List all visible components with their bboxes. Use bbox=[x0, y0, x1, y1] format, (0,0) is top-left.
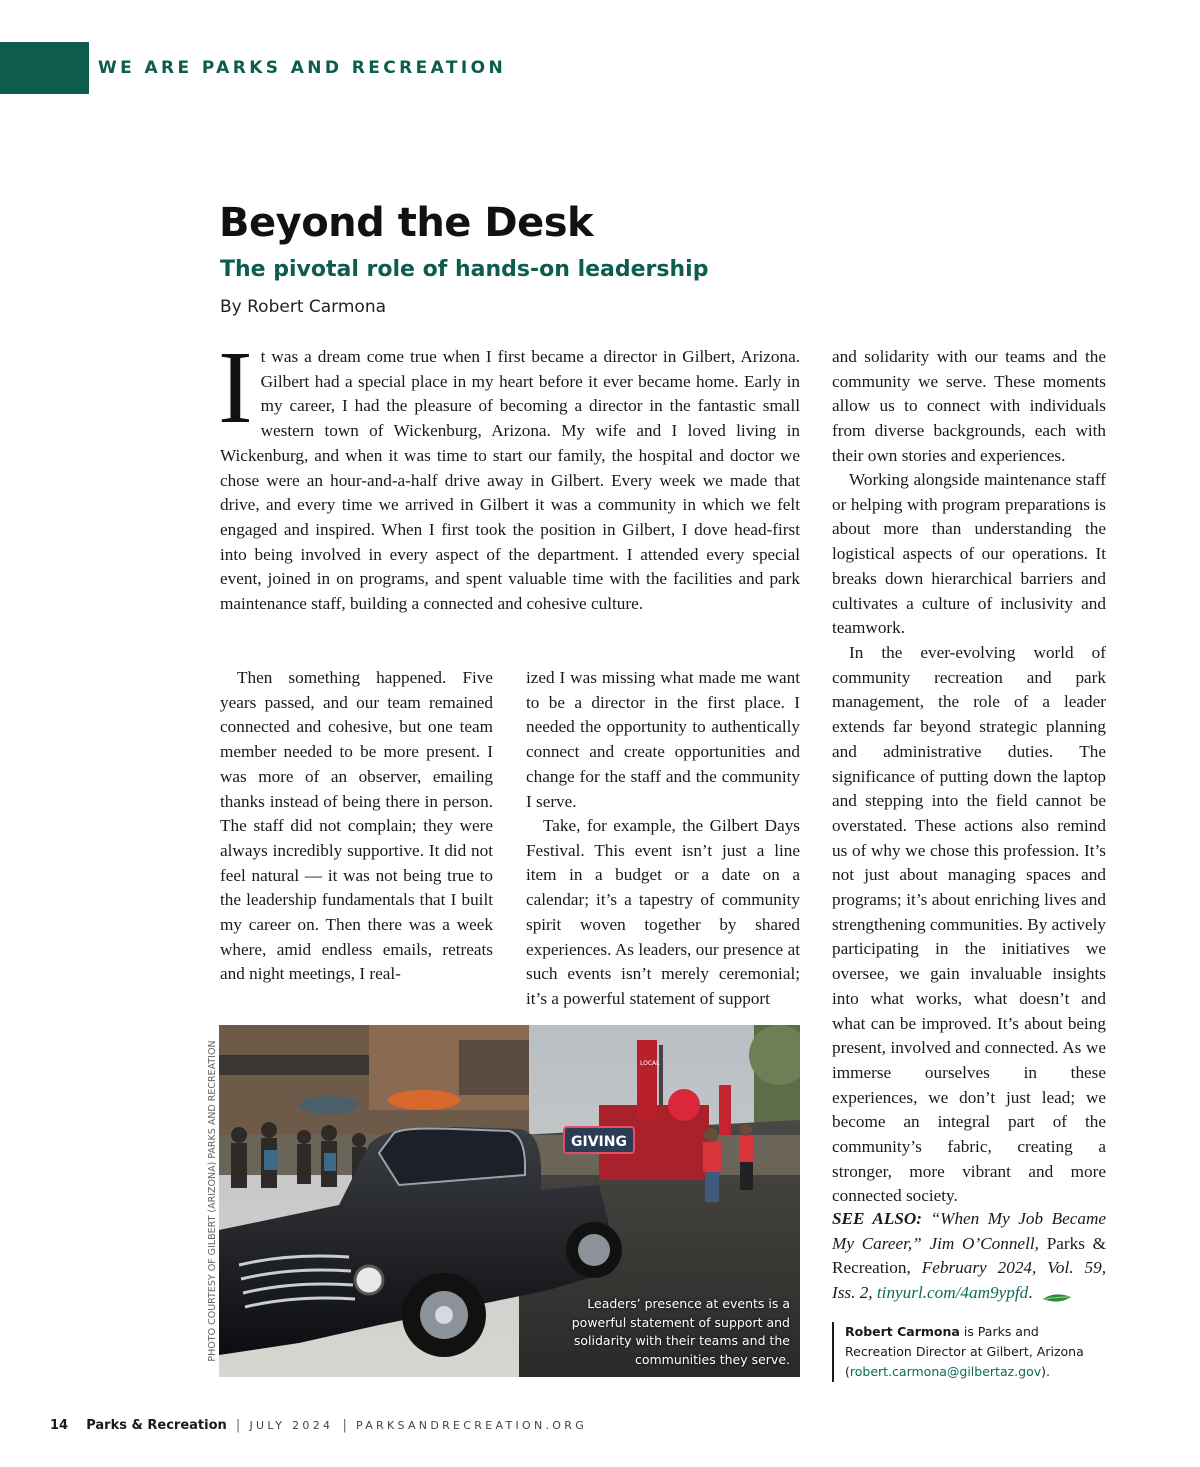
leaf-icon bbox=[1041, 1288, 1073, 1300]
intro-text: t was a dream come true when I first became a director in Gilbert, Arizona. Gilbert had a special place in my heart before it ever became home. Early in my career, I had the pleasure of becoming a director in the fantastic small western town of Wickenburg, Arizona. My wife and I loved living in Wickenburg, and when it was time to start our family, the hospital and doctor we chose were an hour-and-a-half drive away in Gilbert. Every week we made that drive, and every time we arrived in Gilbert it was a community in which we felt engaged and inspired. When I first took the position in Gilbert, I dove head-first into being involved in every aspect of the department. I attended every special event, joined in on programs, and spent valuable time with the facilities and park maintenance staff, building a connected and cohesive culture. bbox=[220, 347, 800, 614]
article-subtitle: The pivotal role of hands-on leadership bbox=[220, 257, 709, 282]
float-sign-text: GIVING bbox=[571, 1134, 627, 1150]
byline: By Robert Carmona bbox=[220, 297, 387, 317]
article-paragraph: Working alongside maintenance staff or helping with program preparations is about more than understanding the logistical aspects of our operations. It breaks down hierarchical barriers and cultivates a culture of inclusivity and teamwork. bbox=[832, 470, 1106, 638]
page-footer bbox=[50, 1418, 587, 1433]
article-paragraph: Then something happened. Five years passed, and our team remained connected and cohesive, but one team member needed to be more present. I was more of an observer, emailing thanks instead of being there in person. The staff did not complain; they were always incredibly supportive. It did not feel natural — it was not being true to the leadership fundamentals that I built my career on. Then there was a week where, amid endless emails, retreats and night meetings, I real- bbox=[220, 668, 493, 984]
section-color-bar bbox=[0, 42, 89, 94]
article-paragraph: ized I was missing what made me want to be a director in the first place. I needed the opportunity to authentically connect and create opportunities and change for the staff and the community I serve. bbox=[526, 668, 800, 811]
footer-separator: | bbox=[342, 1418, 347, 1433]
bio-name: Robert Carmona bbox=[845, 1324, 960, 1339]
see-also-publication: Parks & Recreation, bbox=[832, 1233, 1107, 1278]
bio-role: is Parks and Recreation Director at Gilbert, Arizona bbox=[845, 1324, 1084, 1359]
magazine-name: Parks & Recreation bbox=[86, 1418, 227, 1433]
section-label: WE ARE PARKS AND RECREATION bbox=[98, 58, 507, 78]
website-link[interactable]: PARKSANDRECREATION.ORG bbox=[355, 1419, 588, 1432]
article-paragraph: and solidarity with our teams and the community we serve. These moments allow us to connect with individuals from diverse backgrounds, each with their own stories and experiences. bbox=[832, 347, 1106, 465]
bio-email-link[interactable]: robert.carmona@gilbertaz.gov bbox=[849, 1364, 1042, 1379]
bio-paren-open: ( bbox=[845, 1364, 850, 1379]
article-paragraph: In the ever-evolving world of community recreation and park management, the role of a leader extends far beyond strategic planning and administrative duties. The significance of putting down the laptop and stepping into the field cannot be overstated. These actions also remind us of why we chose this profession. It’s not just about managing spaces and programs; it’s about enriching lives and strengthening communities. By actively participating in the initiatives we oversee, we gain invaluable insights into what works, what doesn’t and what can be improved. It’s about being present, involved and connected. As we immerse ourselves in these experiences, we don’t just lead; we become an integral part of the community’s fabric, creating a stronger, more vibrant and more connected society. bbox=[832, 643, 1106, 1206]
bio-paren-close: ). bbox=[1041, 1364, 1050, 1379]
drop-cap: I bbox=[218, 330, 253, 445]
parade-photo bbox=[219, 1025, 800, 1377]
issue-date: JULY 2024 bbox=[249, 1419, 334, 1432]
page-number: 14 bbox=[50, 1418, 69, 1433]
see-also-end: . bbox=[1028, 1283, 1033, 1303]
photo-caption: Leaders’ presence at events is a powerful statement of support and solidarity with their teams and the communities they serve. bbox=[571, 1296, 790, 1367]
footer-separator: | bbox=[235, 1418, 241, 1433]
see-also-label: SEE ALSO: bbox=[832, 1209, 923, 1228]
float-banner-text: LOCAL bbox=[640, 1060, 660, 1067]
article-title: Beyond the Desk bbox=[219, 200, 594, 246]
see-also-note bbox=[832, 1207, 1106, 1306]
author-bio bbox=[832, 1322, 1102, 1382]
article-paragraph-intro bbox=[218, 330, 800, 617]
article-paragraph: Take, for example, the Gilbert Days Festival. This event isn’t just a line item in a budget or a date on a calendar; it’s a tapestry of community spirit woven together by shared experiences. As leaders, our presence at such events isn’t merely ceremonial; it’s a powerful statement of support bbox=[526, 816, 800, 1008]
see-also-article: “When My Job Became My Career,” Jim O’Connell, bbox=[832, 1209, 1106, 1253]
photo-credit: PHOTO COURTESY OF GILBERT (ARIZONA) PARKS AND RECREATION bbox=[207, 1040, 218, 1362]
see-also-link[interactable]: tinyurl.com/4am9ypfd bbox=[876, 1283, 1029, 1303]
see-also-issue: February 2024, Vol. 59, Iss. 2, bbox=[832, 1258, 1106, 1303]
